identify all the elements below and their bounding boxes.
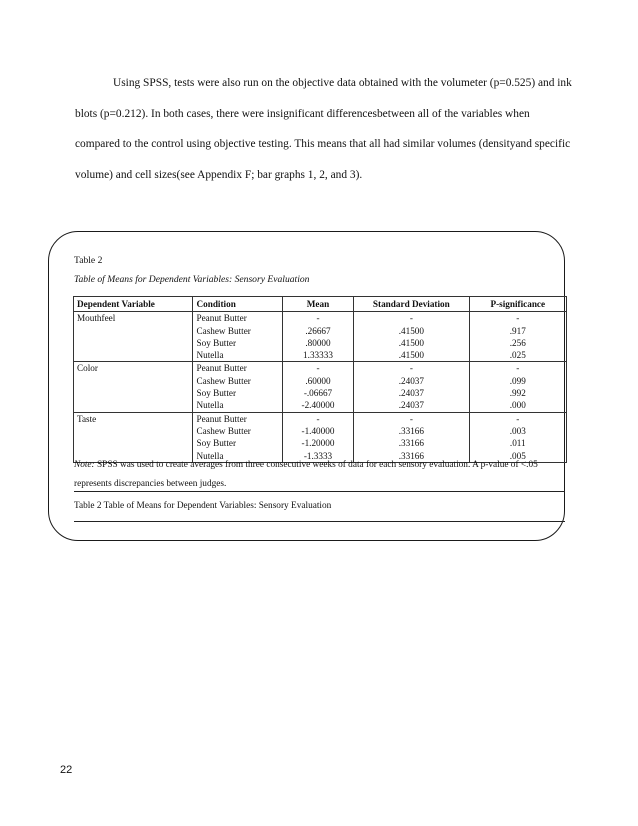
table-header-row (74, 297, 567, 312)
sd-cell (354, 362, 469, 412)
mean-value: - (316, 413, 320, 424)
page-number: 22 (60, 764, 73, 776)
body-paragraph (75, 68, 575, 190)
mean-value: -1.3333 (303, 450, 333, 461)
sd-cell (354, 312, 469, 362)
p-value: - (516, 313, 520, 324)
mean-value: - (316, 313, 320, 324)
sd-cell (354, 412, 469, 462)
p-value: - (516, 413, 520, 424)
table-row-color (74, 362, 567, 412)
note-label: Note: (74, 460, 95, 470)
mean-value: -2.40000 (301, 400, 335, 411)
condition-cell (193, 312, 282, 362)
condition-value: Nutella (196, 350, 224, 361)
condition-cell (193, 362, 282, 412)
header-p-significance: P-significance (469, 297, 566, 312)
sd-value: .24037 (398, 388, 424, 399)
p-value: .025 (509, 350, 526, 361)
condition-cell (193, 412, 282, 462)
p-cell (469, 362, 566, 412)
table-label: Table 2 (74, 255, 103, 266)
variable-cell: Taste (74, 412, 193, 462)
header-mean: Mean (282, 297, 353, 312)
divider-rule (74, 521, 565, 522)
mean-value: - (316, 363, 320, 374)
p-value: .917 (509, 325, 526, 336)
p-value: .000 (509, 400, 526, 411)
condition-value: Cashew Butter (196, 375, 251, 386)
sd-value: .41500 (398, 337, 424, 348)
condition-value: Nutella (196, 450, 224, 461)
condition-value: Peanut Butter (196, 413, 247, 424)
p-value: .099 (509, 375, 526, 386)
p-value: .011 (509, 438, 526, 449)
sd-value: .33166 (398, 438, 424, 449)
mean-cell (282, 312, 353, 362)
paragraph-text: Using SPSS, tests were also run on the objective data obtained with the volumeter (p=0.525) and ink blots (p=0.212). In both cases, there were insignificant differencesbetween all of the variables when compared to the control using objective testing. This means that all had similar volumes (densityand specific volume) and cell sizes(see Appendix F; bar graphs 1, 2, and 3). (75, 77, 572, 181)
sd-value: - (409, 413, 413, 424)
table-note (74, 456, 566, 494)
sd-value: .24037 (398, 375, 424, 386)
note-text: SPSS was used to create averages from three consecutive weeks of data for each sensory evaluation. A p-value of <.05 represents discrepancies between judges. (74, 460, 538, 489)
mean-value: -1.20000 (301, 438, 335, 449)
table-title: Table of Means for Dependent Variables: Sensory Evaluation (74, 274, 310, 285)
condition-value: Cashew Butter (196, 425, 251, 436)
divider-rule (74, 491, 565, 492)
mean-value: 1.33333 (303, 350, 333, 361)
p-value: .005 (509, 450, 526, 461)
condition-value: Soy Butter (196, 337, 237, 348)
sd-value: - (409, 363, 413, 374)
p-cell (469, 412, 566, 462)
p-cell (469, 312, 566, 362)
condition-value: Peanut Butter (196, 313, 247, 324)
sd-value: .41500 (398, 325, 424, 336)
condition-value: Nutella (196, 400, 224, 411)
header-dependent-variable: Dependent Variable (74, 297, 193, 312)
condition-value: Peanut Butter (196, 363, 247, 374)
p-value: .992 (509, 388, 526, 399)
variable-cell: Mouthfeel (74, 312, 193, 362)
table-row-taste (74, 412, 567, 462)
sd-value: - (409, 313, 413, 324)
header-standard-deviation: Standard Deviation (354, 297, 469, 312)
variable-cell: Color (74, 362, 193, 412)
sd-value: .33166 (398, 450, 424, 461)
mean-value: -.06667 (303, 388, 333, 399)
header-condition: Condition (193, 297, 282, 312)
mean-value: .60000 (305, 375, 331, 386)
condition-value: Cashew Butter (196, 325, 251, 336)
sd-value: .33166 (398, 425, 424, 436)
p-value: .256 (509, 337, 526, 348)
mean-value: .26667 (305, 325, 331, 336)
mean-cell (282, 412, 353, 462)
mean-value: .80000 (305, 337, 331, 348)
p-value: .003 (509, 425, 526, 436)
sd-value: .41500 (398, 350, 424, 361)
table-row-mouthfeel (74, 312, 567, 362)
sd-value: .24037 (398, 400, 424, 411)
mean-value: -1.40000 (301, 425, 335, 436)
means-table (73, 296, 567, 463)
p-value: - (516, 363, 520, 374)
mean-cell (282, 362, 353, 412)
condition-value: Soy Butter (196, 388, 237, 399)
condition-value: Soy Butter (196, 438, 237, 449)
table-caption: Table 2 Table of Means for Dependent Variables: Sensory Evaluation (74, 501, 332, 511)
